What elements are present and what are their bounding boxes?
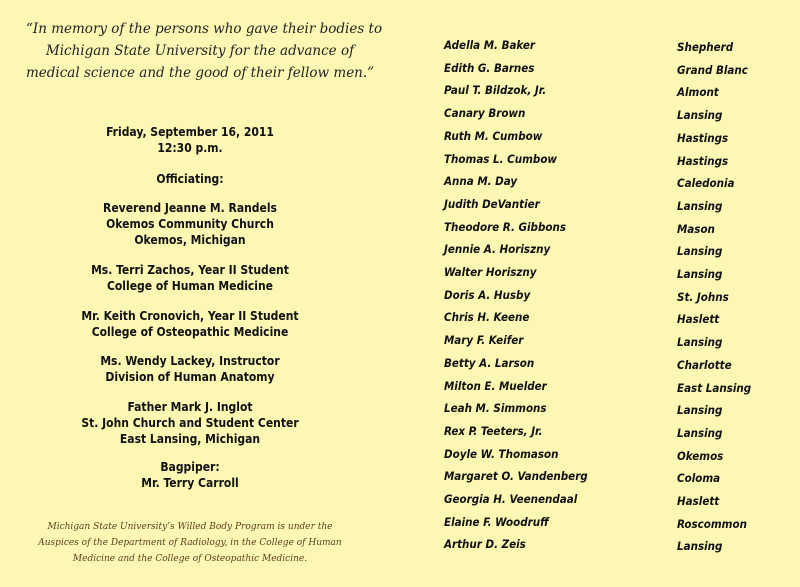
donor-town: Mason xyxy=(677,221,715,236)
donor-row xyxy=(0,106,800,124)
donor-name: Jennie A. Horiszny xyxy=(444,242,551,257)
donor-row xyxy=(0,197,800,215)
donor-town: Grand Blanc xyxy=(677,62,748,77)
dedication-line: Michigan State University for the advance of xyxy=(45,43,355,59)
officiant-line: Father Mark J. Inglot xyxy=(127,400,253,414)
donor-row xyxy=(0,242,800,260)
donor-row xyxy=(0,310,800,328)
donor-name: Georgia H. Veenendaal xyxy=(444,492,578,506)
donor-row xyxy=(0,83,800,101)
donor-name: Leah M. Simmons xyxy=(444,401,547,416)
service-time: 12:30 p.m. xyxy=(157,141,223,155)
donor-name: Edith G. Barnes xyxy=(444,60,535,75)
donor-row xyxy=(0,537,800,555)
officiant-line: Ms. Wendy Lackey, Instructor xyxy=(100,354,280,368)
donor-row xyxy=(0,424,800,442)
donor-town: Coloma xyxy=(677,471,721,486)
donor-name: Ruth M. Cumbow xyxy=(444,128,543,143)
officiating-heading-text: Officiating: xyxy=(156,172,224,186)
donor-town: Lansing xyxy=(677,244,723,259)
officiant-line: Okemos Community Church xyxy=(106,217,274,231)
donor-name: Anna M. Day xyxy=(444,174,518,189)
donor-row xyxy=(0,38,800,56)
officiant-line: Okemos, Michigan xyxy=(134,233,246,247)
footer-line: Auspices of the Department of Radiology, in the College of Human xyxy=(38,538,342,548)
donor-name: Theodore R. Gibbons xyxy=(444,219,566,234)
donor-name: Chris H. Keene xyxy=(444,310,530,325)
donor-name: Walter Horiszny xyxy=(444,265,537,279)
donor-town: Caledonia xyxy=(677,176,735,191)
donor-row xyxy=(0,447,800,465)
footer-line: Michigan State University’s Willed Body Program is under the xyxy=(47,522,333,532)
officiant-line: College of Human Medicine xyxy=(106,279,274,293)
donor-town: Lansing xyxy=(677,403,723,418)
donor-town: Lansing xyxy=(677,425,723,440)
donor-town: East Lansing xyxy=(677,380,752,395)
donor-row xyxy=(0,401,800,419)
donor-name: Adella M. Baker xyxy=(444,38,536,52)
officiant-line: College of Osteopathic Medicine xyxy=(91,325,289,339)
donor-name: Elaine F. Woodruff xyxy=(444,514,549,529)
donor-town: Lansing xyxy=(677,539,723,554)
donor-name: Thomas L. Cumbow xyxy=(444,151,557,166)
donor-town: Almont xyxy=(677,85,719,100)
donor-town: Hastings xyxy=(677,130,729,145)
donor-town: Lansing xyxy=(677,335,723,350)
donor-row xyxy=(0,333,800,351)
donor-row xyxy=(0,174,800,192)
donor-town: Haslett xyxy=(677,312,720,327)
donor-row xyxy=(0,61,800,79)
donor-name: Doris A. Husby xyxy=(444,287,531,302)
bagpiper-name: Mr. Terry Carroll xyxy=(141,476,239,490)
dedication-line: “In memory of the persons who gave their bodies to xyxy=(26,21,383,37)
donor-name: Paul T. Bildzok, Jr. xyxy=(444,83,547,98)
donor-name: Rex P. Teeters, Jr. xyxy=(444,423,543,438)
donor-name: Judith DeVantier xyxy=(444,196,540,211)
donor-row xyxy=(0,356,800,374)
donor-row xyxy=(0,265,800,283)
officiant-line: Mr. Keith Cronovich, Year II Student xyxy=(81,309,299,323)
service-date: Friday, September 16, 2011 xyxy=(106,125,274,139)
officiant-line: Ms. Terri Zachos, Year II Student xyxy=(91,263,289,277)
officiant-line: St. John Church and Student Center xyxy=(81,416,299,430)
donor-town: Haslett xyxy=(677,494,720,508)
donor-town: Lansing xyxy=(677,198,723,213)
donor-row xyxy=(0,129,800,147)
officiant-line: East Lansing, Michigan xyxy=(119,432,261,446)
donor-row xyxy=(0,288,800,306)
bagpiper-heading: Bagpiper: xyxy=(160,460,220,474)
donor-town: Charlotte xyxy=(677,357,732,372)
donor-name: Betty A. Larson xyxy=(444,355,535,370)
donor-town: Roscommon xyxy=(677,516,747,531)
donor-row xyxy=(0,515,800,533)
donor-town: Shepherd xyxy=(677,40,734,54)
donor-row xyxy=(0,152,800,170)
donor-row xyxy=(0,492,800,510)
donor-name: Arthur D. Zeis xyxy=(444,537,526,552)
donor-name: Doyle W. Thomason xyxy=(444,446,559,461)
donor-row xyxy=(0,220,800,238)
dedication-line: medical science and the good of their fellow men.” xyxy=(26,65,375,81)
donor-row xyxy=(0,469,800,487)
donor-town: St. Johns xyxy=(677,289,729,304)
donor-name: Milton E. Muelder xyxy=(444,378,547,393)
donor-town: Lansing xyxy=(677,267,723,281)
footer-line: Medicine and the College of Osteopathic Medicine. xyxy=(72,554,308,564)
officiant-line: Reverend Jeanne M. Randels xyxy=(103,201,277,215)
donor-name: Canary Brown xyxy=(444,106,526,121)
donor-row xyxy=(0,379,800,397)
donor-name: Margaret O. Vandenberg xyxy=(444,469,588,484)
officiant-line: Division of Human Anatomy xyxy=(105,370,275,384)
donor-town: Lansing xyxy=(677,108,723,123)
donor-name: Mary F. Keifer xyxy=(444,333,524,348)
donor-town: Okemos xyxy=(677,448,724,463)
donor-town: Hastings xyxy=(677,153,729,168)
